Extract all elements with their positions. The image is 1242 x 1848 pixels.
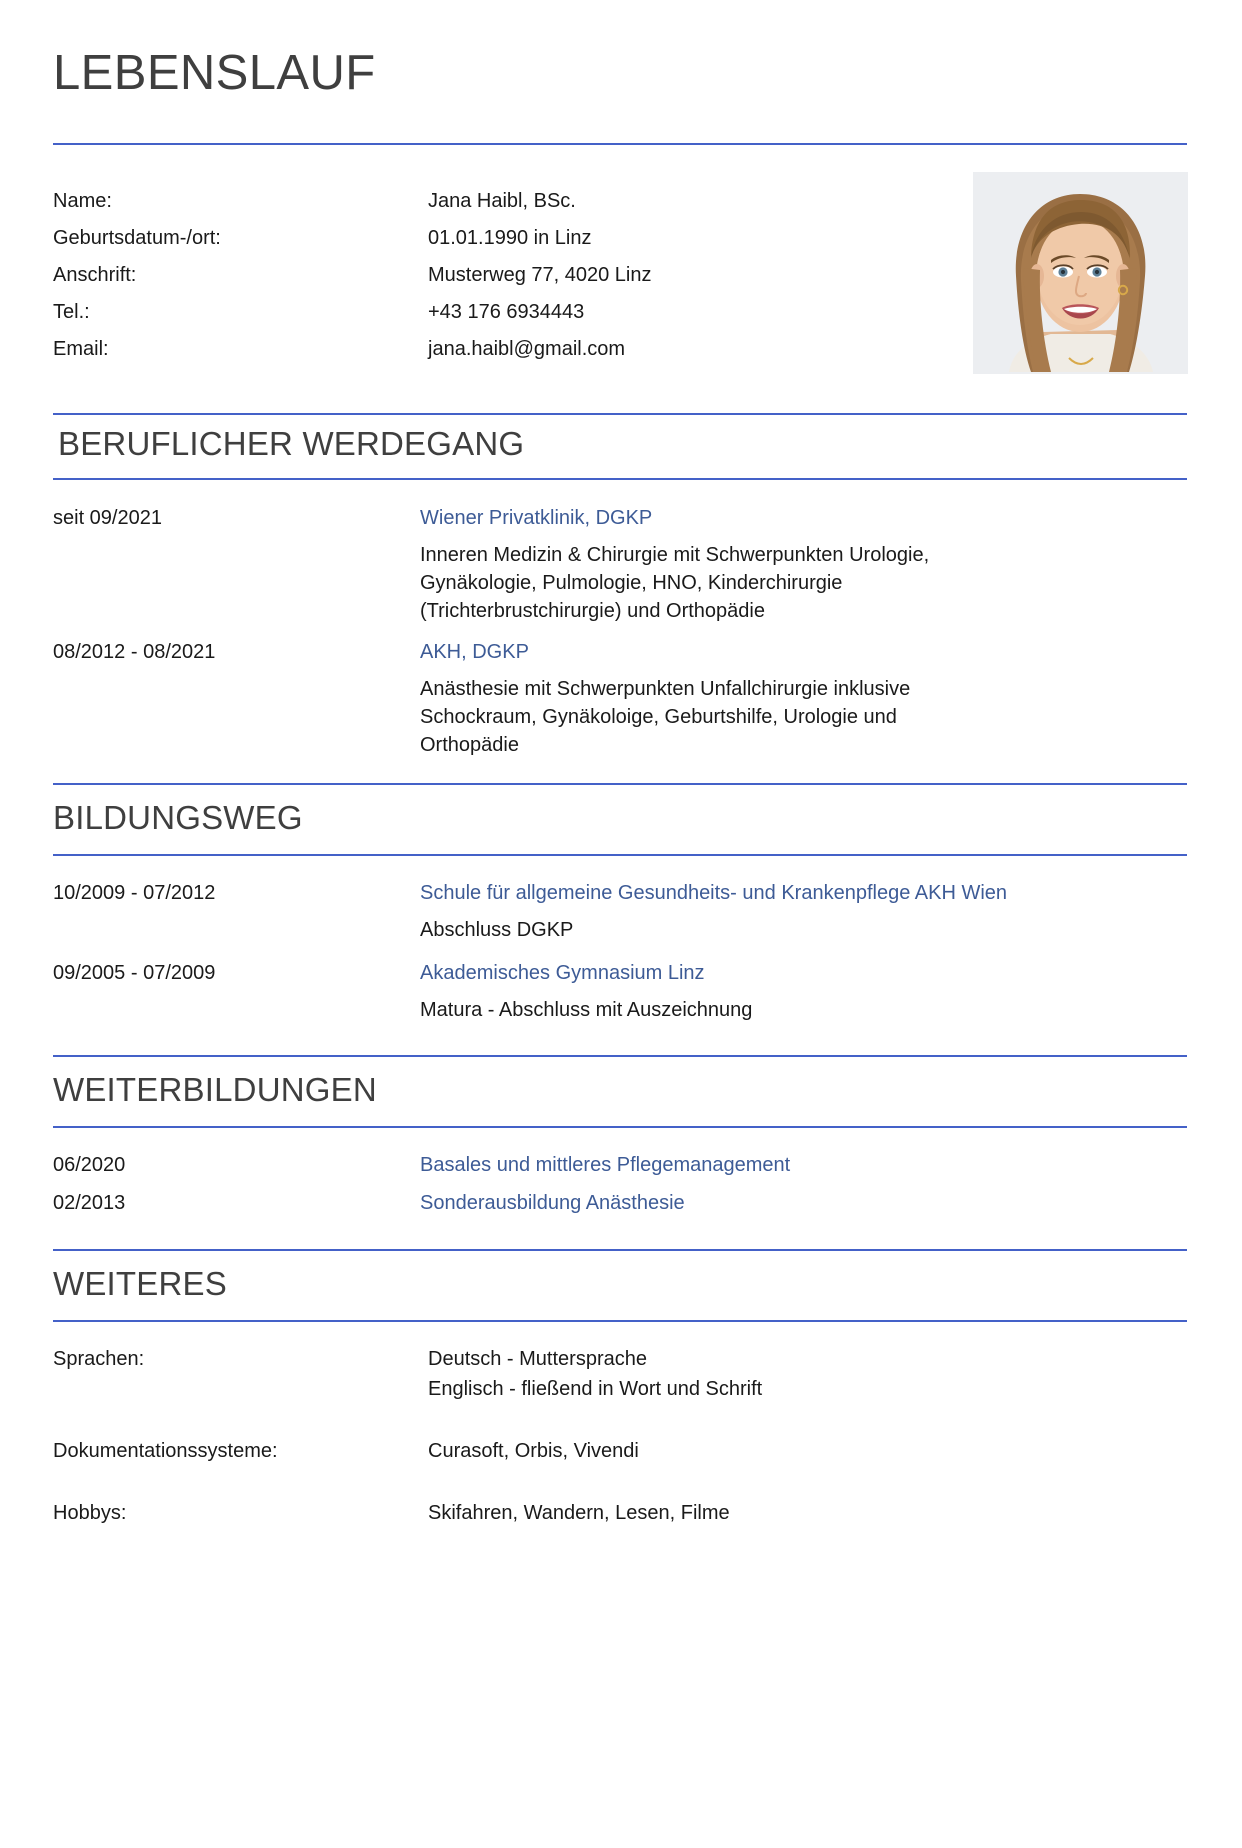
personal-value-name: Jana Haibl, BSc. [428, 190, 576, 212]
personal-row [53, 301, 953, 338]
other-value-line: Skifahren, Wandern, Lesen, Filme [428, 1502, 730, 1524]
experience-entry [53, 637, 1053, 759]
experience-entry [53, 503, 1053, 625]
personal-label-birth: Geburtsdatum-/ort: [53, 227, 221, 249]
entry-title: Wiener Privatklinik, DGKP [420, 507, 653, 529]
education-entry [53, 878, 1053, 944]
personal-value-email: jana.haibl@gmail.com [428, 338, 626, 360]
other-label: Hobbys: [53, 1502, 127, 1524]
education-top-divider [53, 783, 1187, 785]
entry-date: 08/2012 - 08/2021 [53, 641, 216, 663]
personal-details [53, 190, 953, 375]
training-entry [53, 1150, 1053, 1180]
other-row-hobbies [53, 1498, 1053, 1528]
other-bottom-divider [53, 1320, 1187, 1322]
personal-row [53, 190, 953, 227]
entry-title: Basales und mittleres Pflegemanagement [420, 1154, 791, 1176]
section-heading-training: WEITERBILDUNGEN [53, 1071, 377, 1108]
entry-date: 06/2020 [53, 1154, 126, 1176]
other-value-line: Englisch - fließend in Wort und Schrift [428, 1378, 763, 1400]
title-divider [53, 143, 1187, 145]
personal-label-phone: Tel.: [53, 301, 90, 323]
training-entries [53, 1150, 1053, 1218]
experience-top-divider [53, 413, 1187, 415]
other-label: Dokumentationssysteme: [53, 1440, 278, 1462]
section-heading-education: BILDUNGSWEG [53, 799, 303, 836]
entry-description: Inneren Medizin & Chirurgie mit Schwerpunkten Urologie, Gynäkologie, Pulmologie, HNO, Kinderchirurgie (Trichterbrustchirurgie) und Orthopädie [420, 544, 930, 622]
page-title: LEBENSLAUF [53, 46, 376, 100]
other-label: Sprachen: [53, 1348, 145, 1370]
entry-date: 02/2013 [53, 1192, 126, 1214]
experience-entries [53, 503, 1053, 759]
other-row-documentation [53, 1436, 1053, 1466]
personal-label-name: Name: [53, 190, 112, 212]
personal-row [53, 227, 953, 264]
entry-date: 09/2005 - 07/2009 [53, 962, 216, 984]
personal-label-address: Anschrift: [53, 264, 137, 286]
education-entries [53, 878, 1053, 1024]
portrait-photo [973, 172, 1188, 374]
entry-title: Sonderausbildung Anästhesie [420, 1192, 685, 1214]
section-heading-experience: BERUFLICHER WERDEGANG [58, 425, 525, 462]
entry-date: seit 09/2021 [53, 507, 162, 529]
entry-title: Schule für allgemeine Gesundheits- und Krankenpflege AKH Wien [420, 882, 1008, 904]
entry-title: AKH, DGKP [420, 641, 529, 663]
personal-value-birth: 01.01.1990 in Linz [428, 227, 592, 249]
entry-title: Akademisches Gymnasium Linz [420, 962, 705, 984]
training-top-divider [53, 1055, 1187, 1057]
other-top-divider [53, 1249, 1187, 1251]
personal-value-phone: +43 176 6934443 [428, 301, 585, 323]
training-entry [53, 1188, 1053, 1218]
other-row-languages [53, 1344, 1053, 1404]
personal-row [53, 264, 953, 301]
section-heading-other: WEITERES [53, 1265, 227, 1302]
education-bottom-divider [53, 854, 1187, 856]
other-rows [53, 1344, 1053, 1528]
personal-row [53, 338, 953, 375]
personal-value-address: Musterweg 77, 4020 Linz [428, 264, 652, 286]
entry-description: Anästhesie mit Schwerpunkten Unfallchirurgie inklusive Schockraum, Gynäkoloige, Geburtshilfe, Urologie und Orthopädie [420, 678, 911, 756]
other-value-line: Deutsch - Muttersprache [428, 1348, 647, 1370]
entry-date: 10/2009 - 07/2012 [53, 882, 216, 904]
education-entry [53, 958, 1053, 1024]
experience-bottom-divider [53, 478, 1187, 480]
training-bottom-divider [53, 1126, 1187, 1128]
entry-description: Matura - Abschluss mit Auszeichnung [420, 999, 753, 1021]
personal-label-email: Email: [53, 338, 109, 360]
other-value-line: Curasoft, Orbis, Vivendi [428, 1440, 639, 1462]
portrait-illustration [973, 172, 1188, 374]
entry-description: Abschluss DGKP [420, 919, 574, 941]
